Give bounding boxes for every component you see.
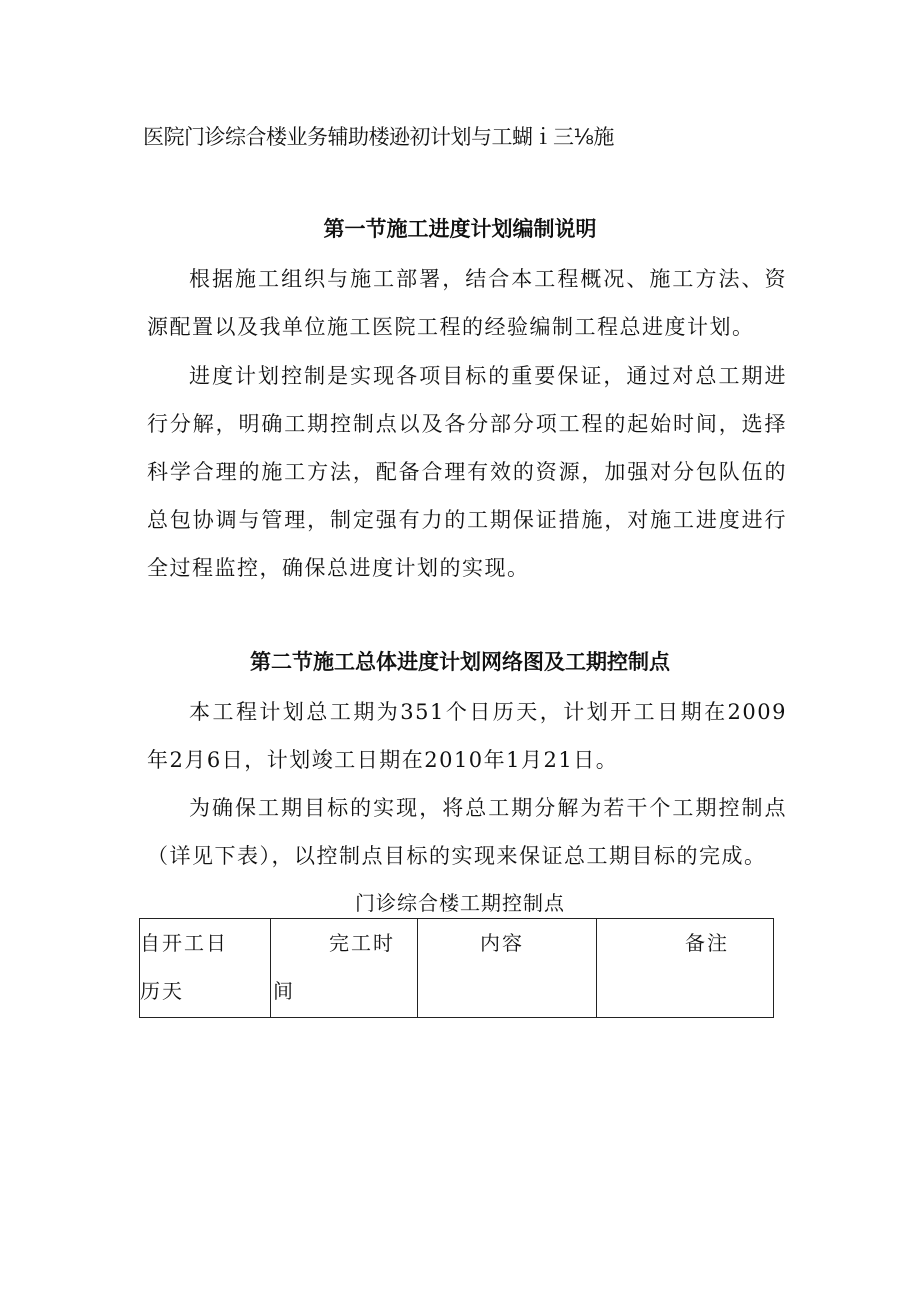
section-1-heading: 第一节施工进度计划编制说明 <box>323 217 597 241</box>
header-start-days-line-1: 自开工日 <box>140 931 228 955</box>
header-finish-time <box>271 919 418 1018</box>
header-finish-time-line-2: 间 <box>273 979 295 1003</box>
document-title: 医院门诊综合楼业务辅助楼逊初计划与工蝴ｉ三⅛施 <box>143 125 614 149</box>
header-remark <box>597 919 774 1018</box>
section-1-paragraph-2: 进度计划控制是实现各项目标的重要保证，通过对总工期进行分解，明确工期控制点以及各分部分项工程的起始时间，选择科学合理的施工方法，配备合理有效的资源，加强对分包队伍的总包协调与管理，制定强有力的工期保证措施，对施工进度进行全过程监控，确保总进度计划的实现。 <box>147 364 787 580</box>
header-finish-time-line-1: 完工时 <box>329 931 395 955</box>
header-start-days-line-2: 历天 <box>140 979 184 1003</box>
section-2-heading: 第二节施工总体进度计划网络图及工期控制点 <box>250 650 670 674</box>
section-2-paragraph-2: 为确保工期目标的实现，将总工期分解为若干个工期控制点（详见下表），以控制点目标的实现来保证总工期目标的完成。 <box>147 796 787 868</box>
table-caption: 门诊综合楼工期控制点 <box>355 891 565 915</box>
control-points-table <box>139 918 774 1018</box>
header-start-days <box>140 919 271 1018</box>
section-1-paragraph-1: 根据施工组织与施工部署，结合本工程概况、施工方法、资源配置以及我单位施工医院工程的经验编制工程总进度计划。 <box>147 267 787 339</box>
header-content-label: 内容 <box>480 931 524 955</box>
header-content <box>418 919 597 1018</box>
table-header-row <box>140 919 774 1018</box>
section-2-paragraph-1: 本工程计划总工期为351个日历天，计划开工日期在2009年2月6日，计划竣工日期在2010年1月21日。 <box>147 700 787 772</box>
header-remark-label: 备注 <box>685 931 729 955</box>
